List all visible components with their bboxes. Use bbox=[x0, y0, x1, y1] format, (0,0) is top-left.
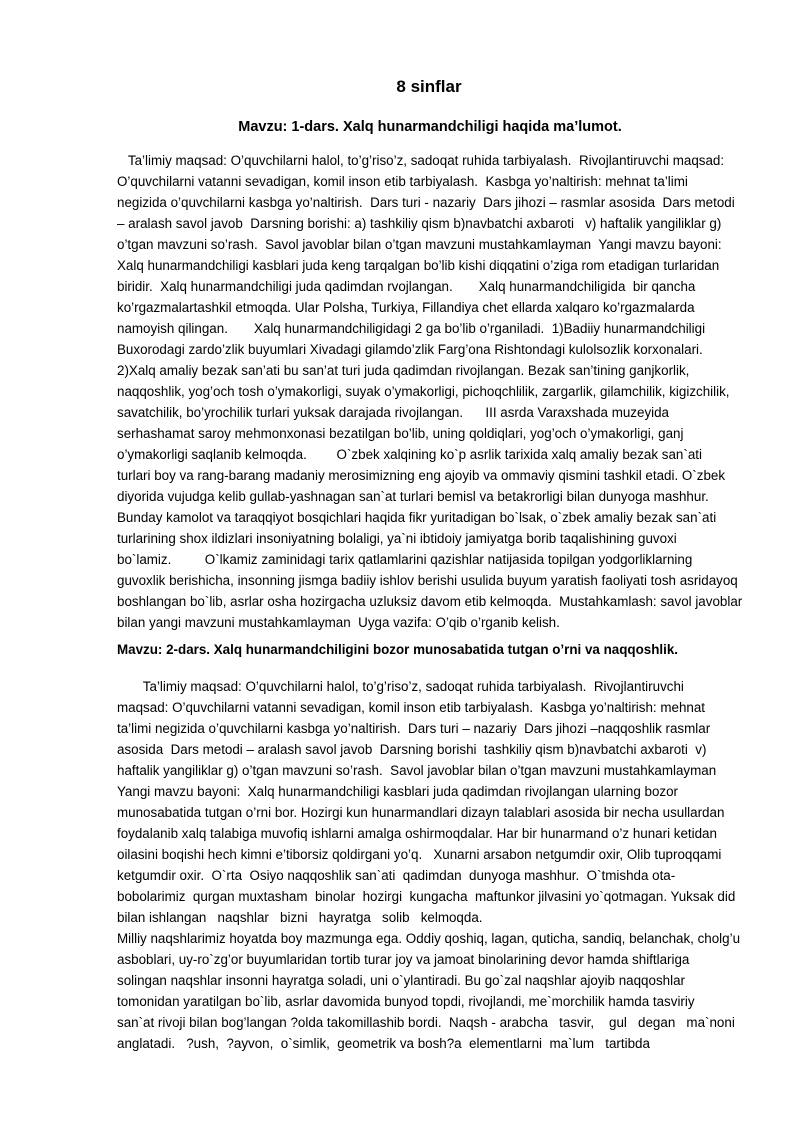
lesson1-body bbox=[117, 150, 745, 633]
lesson1-heading: Mavzu: 1-dars. Xalq hunarmandchiligi haqida ma’lumot. bbox=[238, 119, 622, 135]
text-line: boshlangan bo`lib, asrlar osha hozirgacha uzluksiz davom etib kelmoqda. Mustahkamlash: savol javoblar bbox=[117, 594, 743, 609]
lesson2-body bbox=[117, 676, 745, 1054]
text-line: ketgumdir oxir. O`rta Osiyo naqqoshlik san`ati qadimdan dunyoga mashhur. O`tmishda ota- bbox=[117, 868, 676, 883]
text-line: o’tgan mavzuni so’rash. Savol javoblar bilan o’tgan mavzuni mustahkamlayman Yangi mavzu bayoni: bbox=[117, 237, 722, 252]
text-line: naqqoshlik, yog’och tosh o’ymakorligi, suyak o’ymakorligi, pichoqchlilik, zargarlik, gilamchilik, kigizchilik, bbox=[117, 384, 730, 399]
text-line: Bunday kamolot va taraqqiyot bosqichlari haqida fikr yuritadigan bo`lsak, o`zbek amaliy bezak san`ati bbox=[117, 510, 717, 525]
text-line: bo`lamiz. O`lkamiz zaminidagi tarix qatlamlarini qazishlar natijasida topilgan yodgorliklarning bbox=[117, 552, 693, 567]
document-title: 8 sinflar bbox=[396, 77, 462, 96]
text-line: maqsad: O’quvchilarni vatanni sevadigan, komil inson etib tarbiyalash. Kasbga yo’naltirish: mehnat bbox=[117, 700, 706, 715]
text-line: guvoxlik berishicha, insonning jismga badiiy ishlov berishi usulida buyum yaratish faoliyati tosh asridayoq bbox=[117, 573, 738, 588]
text-line: anglatadi. ?ush, ?ayvon, o`simlik, geometrik va bosh?a elementlarni ma`lum tartibda bbox=[117, 1036, 650, 1051]
text-line: – aralash savol javob Darsning borishi: a) tashkiliy qism b)navbatchi axbaroti v) haftalik yangiliklar g) bbox=[117, 216, 722, 231]
text-line: savatchilik, bo’yrochilik turlari yuksak darajada rivojlangan. III asrda Varaxshada muzeyida bbox=[117, 405, 670, 420]
text-line: bobolarimiz qurgan muxtasham binolar hozirgi kungacha maftunkor jilvasini yo`qotmagan. Yuksak did bbox=[117, 889, 736, 904]
text-line: diyorida vujudga kelib gullab-yashnagan san`at turlari bemisl va betakrorligi bilan dunyoga mashhur. bbox=[117, 489, 709, 504]
text-line: Yangi mavzu bayoni: Xalq hunarmandchiligi kasblari juda qadimdan rivojlangan ularning bozor bbox=[117, 784, 679, 799]
text-line: munosabatida tutgan o’rni bor. Hozirgi kun hunarmandlari dizayn talablari asosida bir necha usullardan bbox=[117, 805, 725, 820]
text-line: turlarining shox ildizlari insoniyatning bolaligi, ya`ni ibtidoiy jamiyatga borib taqalishining guvoxi bbox=[117, 531, 677, 546]
text-line: 2)Xalq amaliy bezak san’ati bu san’at turi juda qadimdan rivojlangan. Bezak san’tining ganjkorlik, bbox=[117, 363, 690, 378]
text-line: serhashamat saroy mehmonxonasi bezatilgan bo’lib, uning qoldiqlari, yog’och o’ymakorligi, ganj bbox=[117, 426, 684, 441]
text-line: tomonidan yaratilgan bo`lib, asrlar davomida bunyod topdi, rivojlandi, me`morchilik hamda tasviriy bbox=[117, 994, 695, 1009]
text-line: oilasini boqishi hech kimni e’tiborsiz qoldirgani yo’q. Xunarni arsabon netgumdir oxir, Olib tuproqqami bbox=[117, 847, 722, 862]
text-line: foydalanib xalq talabiga muvofiq ishlarni amalga oshirmoqdalar. Har bir hunarmand o’z hunari ketidan bbox=[117, 826, 717, 841]
text-line: asosida Dars metodi – aralash savol javob Darsning borishi tashkiliy qism b)navbatchi axbaroti v) bbox=[117, 742, 707, 757]
text-line: ta’limi negizida o’quvchilarni kasbga yo’naltirish. Dars turi – nazariy Dars jihozi –naqqoshlik rasmlar bbox=[117, 721, 711, 736]
text-line: biridir. Xalq hunarmandchiligi juda qadimdan rvojlangan. Xalq hunarmandchiligida bir qancha bbox=[117, 279, 696, 294]
text-line: solingan naqshlar insonni hayratga soladi, uni o`ylantiradi. Bu go`zal naqshlar ajoyib naqqoshlar bbox=[117, 973, 685, 988]
text-line: o’ymakorligi saqlanib kelmoqda. O`zbek xalqining ko`p asrlik tarixida xalq amaliy bezak san`ati bbox=[117, 447, 702, 462]
text-line: Ta’limiy maqsad: O’quvchilarni halol, to’g’riso’z, sadoqat ruhida tarbiyalash. Rivojlantiruvchi maqsad: bbox=[117, 153, 725, 168]
text-line: turlari boy va rang-barang madaniy merosimizning eng ajoyib va ommaviy qismini tashkil etadi. O`zbek bbox=[117, 468, 726, 483]
lesson2-heading: Mavzu: 2-dars. Xalq hunarmandchiligini bozor munosabatida tutgan o’rni va naqqoshlik. bbox=[117, 642, 678, 657]
text-line: ko’rgazmalartashkil etmoqda. Ular Polsha, Turkiya, Fillandiya chet ellarda xalqaro ko’rgazmalarda bbox=[117, 300, 695, 315]
text-line: bilan ishlangan naqshlar bizni hayratga solib kelmoqda. bbox=[117, 910, 483, 925]
text-line: bilan yangi mavzuni mustahkamlayman Uyga vazifa: O’qib o’rganib kelish. bbox=[117, 615, 560, 630]
text-line: san`at rivoji bilan bog’langan ?olda takomillashib bordi. Naqsh - arabcha tasvir, gul degan ma`noni bbox=[117, 1015, 735, 1030]
text-line: haftalik yangiliklar g) o’tgan mavzuni so’rash. Savol javoblar bilan o’tgan mavzuni mustahkamlayman bbox=[117, 763, 717, 778]
text-line: namoyish qilingan. Xalq hunarmandchiligidagi 2 ga bo’lib o’rganiladi. 1)Badiiy hunarmandchiligi bbox=[117, 321, 706, 336]
text-line: asboblari, uy-ro`zg’or buyumlaridan tortib turar joy va jamoat binolarining devor hamda shiftlariga bbox=[117, 952, 690, 967]
text-line: Ta’limiy maqsad: O’quvchilarni halol, to’g’riso’z, sadoqat ruhida tarbiyalash. Rivojlantiruvchi bbox=[117, 679, 684, 694]
text-line: negizida o’quvchilarni kasbga yo’naltirish. Dars turi - nazariy Dars jihozi – rasmlar asosida Dars metodi bbox=[117, 195, 735, 210]
text-line: Xalq hunarmandchiligi kasblari juda keng tarqalgan bo’lib kishi diqqatini o’ziga rom etadigan turlaridan bbox=[117, 258, 720, 273]
text-line: O’quvchilarni vatanni sevadigan, komil inson etib tarbiyalash. Kasbga yo’naltirish: mehnat ta’limi bbox=[117, 174, 688, 189]
text-line: Milliy naqshlarimiz hoyatda boy mazmunga ega. Oddiy qoshiq, lagan, quticha, sandiq, belanchak, cholg’u bbox=[117, 931, 741, 946]
text-line: Buxorodagi zardo’zlik buyumlari Xivadagi gilamdo’zlik Farg’ona Rishtondagi kulolsozlik korxonalari. bbox=[117, 342, 703, 357]
